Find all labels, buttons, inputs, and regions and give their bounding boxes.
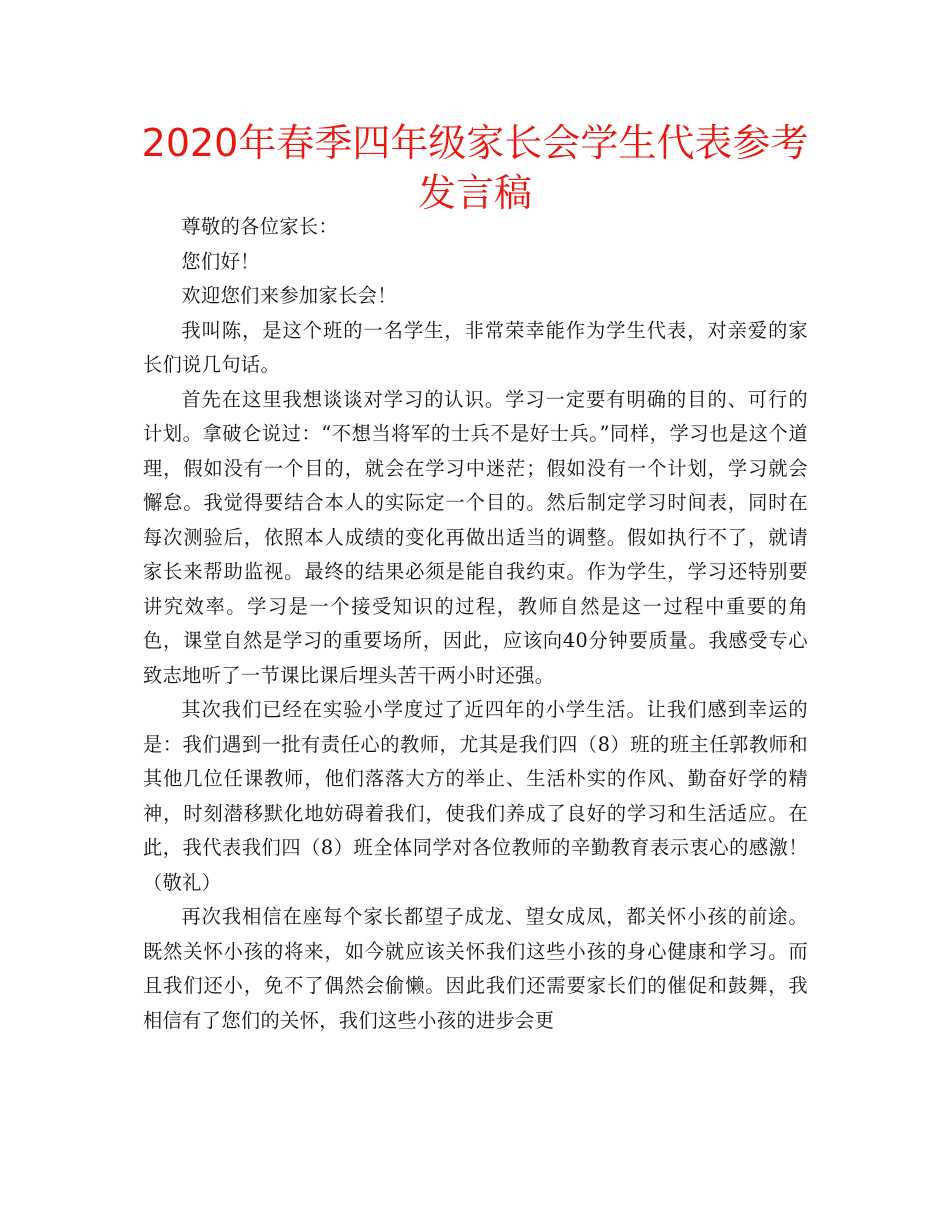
parents-paragraph: 再次我相信在座每个家长都望子成龙、望女成凤，都关怀小孩的前途。既然关怀小孩的将来，如今就应该关怀我们这些小孩的身心健康和学习。而且我们还小，免不了偶然会偷懒。因此我们还需要家长们的催促和鼓舞，我相信有了您们的关怀，我们这些小孩的进步会更	[143, 905, 808, 1032]
document-body	[143, 210, 808, 1038]
teachers-paragraph: 其次我们已经在实验小学度过了近四年的小学生活。让我们感到幸运的是：我们遇到一批有责任心的教师，尤其是我们四（8）班的班主任郭教师和其他几位任课教师，他们落落大方的举止、生活朴实的作风、勤奋好学的精神，时刻潜移默化地妨碍着我们，使我们养成了良好的学习和生活适应。在此，我代表我们四（8）班全体同学对各位教师的辛勤教育表示衷心的感激！（敬礼）	[143, 698, 808, 894]
greeting-paragraph: 您们好！	[181, 249, 260, 273]
intro-paragraph: 我叫陈，是这个班的一名学生，非常荣幸能作为学生代表，对亲爱的家长们说几句话。	[143, 318, 808, 376]
document-title: 2020年春季四年级家长会学生代表参考发言稿	[141, 121, 809, 215]
welcome-paragraph: 欢迎您们来参加家长会！	[181, 284, 397, 307]
salutation-paragraph: 尊敬的各位家长：	[181, 215, 339, 238]
study-paragraph: 首先在这里我想谈谈对学习的认识。学习一定要有明确的目的、可行的计划。拿破仑说过：“不想当将军的士兵不是好士兵。”同样，学习也是这个道理，假如没有一个目的，就会在学习中迷茫；假如没有一个计划，学习就会懈怠。我觉得要结合本人的实际定一个目的。然后制定学习时间表，同时在每次测验后，依照本人成绩的变化再做出适当的调整。假如执行不了，就请家长来帮助监视。最终的结果必须是能自我约束。作为学生，学习还特别要讲究效率。学习是一个接受知识的过程，教师自然是这一过程中重要的角色，课堂自然是学习的重要场所，因此，应该向40分钟要质量。我感受专心致志地听了一节课比课后埋头苦干两小时还强。	[143, 387, 808, 687]
